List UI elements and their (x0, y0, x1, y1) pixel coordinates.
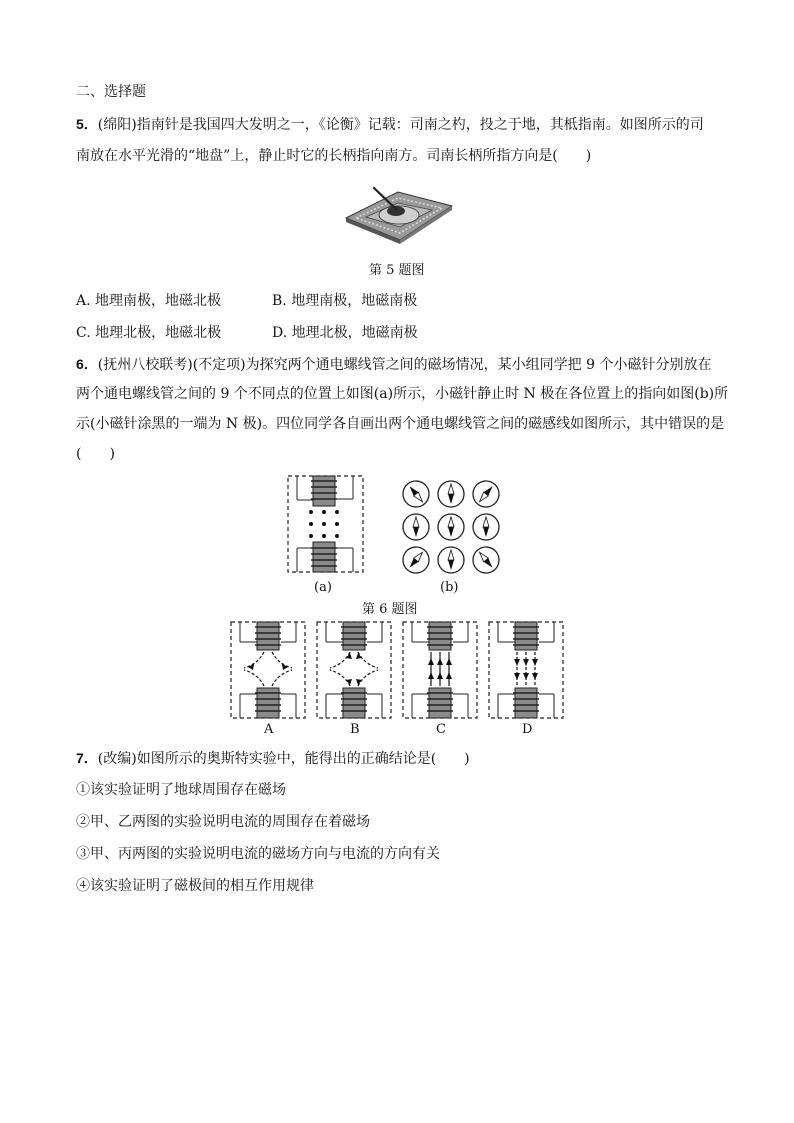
q6-choice-a: A (264, 722, 274, 737)
q5-text-line2: 南放在水平光滑的“地盘”上，静止时它的长柄指向南方。司南长柄所指方向是( ) (76, 148, 592, 164)
q7-item-1: ①该实验证明了地球周围存在磁场 (76, 782, 286, 798)
q5-option-a: A. 地理南极，地磁北极 (76, 293, 222, 309)
q5-text-line1 (76, 114, 704, 135)
q6-answer-figures (230, 620, 566, 720)
option-c-figure (403, 622, 477, 718)
q5-option-c: C. 地理北极，地磁北极 (76, 325, 222, 341)
q5-stem-1: (绵阳)指南针是我国四大发明之一，《论衡》记载：司南之杓，投之于地，其柢指南。如图所示的司 (97, 117, 704, 133)
q5-option-b: B. 地理南极，地磁南极 (272, 293, 418, 309)
q6-caption: 第 6 题图 (362, 602, 418, 617)
q6-stem-1: (抚州八校联考)(不定项)为探究两个通电螺线管之间的磁场情况，某小组同学把 9 个小磁针分别放在 (97, 357, 712, 373)
q5-caption: 第 5 题图 (369, 263, 425, 278)
q7-item-3: ③甲、丙两图的实验说明电流的磁场方向与电流的方向有关 (76, 846, 440, 862)
q7-stem-1: (改编)如图所示的奥斯特实验中，能得出的正确结论是( ) (97, 751, 470, 767)
q7-text-line1 (76, 748, 470, 769)
q6-choice-b: B (350, 722, 360, 737)
q7-number: 7． (76, 750, 98, 766)
q5-option-d: D. 地理北极，地磁南极 (272, 325, 418, 341)
q6-number: 6． (76, 356, 98, 372)
q6-text-line4: ( ) (76, 446, 115, 462)
q6-sublabel-a: (a) (314, 580, 332, 595)
option-d-figure (489, 622, 563, 718)
q6-sublabel-b: (b) (440, 580, 459, 595)
q6-figure-b (398, 476, 504, 576)
q6-choice-c: C (436, 722, 446, 737)
option-a-figure (231, 622, 305, 718)
q5-sinan-figure (336, 178, 460, 246)
option-b-figure (317, 622, 391, 718)
q7-item-2: ②甲、乙两图的实验说明电流的周围存在着磁场 (76, 814, 370, 830)
q5-number: 5． (76, 116, 98, 132)
q6-text-line2: 两个通电螺线管之间的 9 个不同点的位置上如图(a)所示，小磁针静止时 N 极在各位置上的指向如图(b)所 (76, 386, 729, 402)
q6-text-line3: 示(小磁针涂黑的一端为 N 极)。四位同学各自画出两个通电螺线管之间的磁感线如图所示，其中错误的是 (76, 416, 725, 432)
q7-item-4: ④该实验证明了磁极间的相互作用规律 (76, 878, 314, 894)
section-title: 二、选择题 (76, 84, 146, 100)
q6-text-line1 (76, 354, 711, 375)
q6-choice-d: D (522, 722, 533, 737)
q6-figure-a (287, 474, 365, 574)
